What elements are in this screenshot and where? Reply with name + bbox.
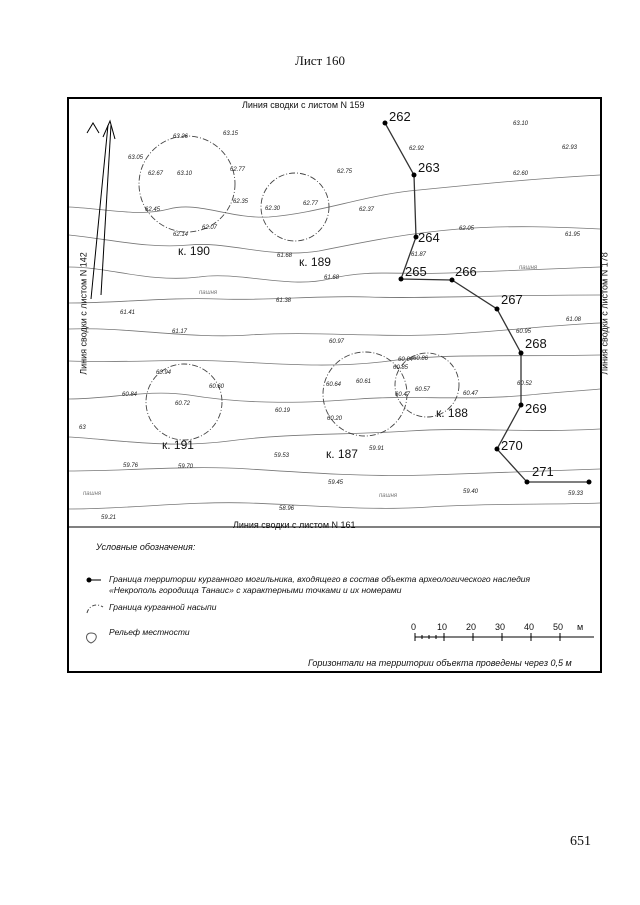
top-edge-label: Линия сводки с листом N 159 bbox=[242, 100, 365, 110]
sheet-title: Лист 160 bbox=[295, 53, 345, 68]
point-264-label: 264 bbox=[418, 230, 440, 245]
point-265-label: 265 bbox=[405, 264, 427, 279]
map-frame bbox=[67, 97, 610, 673]
elevation-mark: 60.52 bbox=[517, 381, 533, 387]
elevation-mark: 60.20 bbox=[327, 416, 343, 422]
elevation-mark: 63.15 bbox=[223, 131, 239, 137]
legend-boundary-text: Граница территории курганного могильника, входящего в состав объекта археологического наследия «Некрополь городища Танаис» с характерными точками и их номерами bbox=[109, 574, 531, 595]
elevation-mark: 62.07 bbox=[202, 225, 218, 231]
boundary-point-263 bbox=[412, 173, 417, 178]
elevation-mark: 62.14 bbox=[173, 232, 189, 238]
boundary-point-272 bbox=[587, 480, 592, 485]
elevation-mark: 63.10 bbox=[177, 171, 193, 177]
legend-title: Условные обозначения: bbox=[96, 542, 196, 552]
elevation-mark: 63 bbox=[79, 425, 86, 431]
scale-bar bbox=[415, 633, 594, 641]
elevation-mark: 61.68 bbox=[277, 253, 293, 259]
kurgan-191-label: к. 191 bbox=[162, 438, 194, 452]
scale-tick-label: 20 bbox=[466, 622, 477, 632]
right-edge-label: Линия сводки с листом N 178 bbox=[599, 252, 610, 375]
elevation-mark: 59.70 bbox=[178, 464, 194, 470]
elevation-mark: 62.30 bbox=[265, 206, 281, 212]
elevation-mark: 62.93 bbox=[562, 145, 578, 151]
contour-interval-note: Горизонтали на территории объекта проведены через 0,5 м bbox=[308, 658, 572, 668]
elevation-mark: 60.64 bbox=[326, 382, 342, 388]
elevation-mark: 61.08 bbox=[566, 317, 582, 323]
legend-symbols bbox=[87, 578, 104, 644]
scale-tick-label: 40 bbox=[524, 622, 535, 632]
field-label: пашня bbox=[519, 265, 538, 271]
elevation-mark: 62.37 bbox=[359, 207, 375, 213]
elevation-mark: 60.94 bbox=[156, 370, 172, 376]
elevation-mark: 60.86 bbox=[413, 356, 429, 362]
elevation-mark: 60.60 bbox=[209, 384, 225, 390]
elevation-mark: 59.53 bbox=[274, 453, 290, 459]
contour-line bbox=[69, 389, 600, 402]
elevation-mark: 60.84 bbox=[398, 357, 414, 363]
contour-line bbox=[69, 503, 600, 509]
scale-unit-label: м bbox=[577, 622, 584, 632]
elevation-mark: 63.05 bbox=[128, 155, 144, 161]
page-number: 651 bbox=[570, 834, 591, 849]
elevation-mark: 58.96 bbox=[279, 506, 295, 512]
scale-tick-label: 50 bbox=[553, 622, 564, 632]
elevation-mark: 61.41 bbox=[120, 310, 136, 316]
boundary-point-265 bbox=[399, 277, 404, 282]
kurgan-190-label: к. 190 bbox=[178, 244, 210, 258]
elevation-mark: 63.10 bbox=[513, 121, 529, 127]
boundary-point-269 bbox=[519, 403, 524, 408]
field-label: пашня bbox=[83, 491, 102, 497]
elevation-mark: 62.60 bbox=[513, 171, 529, 177]
point-263-label: 263 bbox=[418, 160, 440, 175]
elevation-mark: 62.77 bbox=[230, 167, 246, 173]
elevation-mark: 61.17 bbox=[172, 329, 188, 335]
contour-line bbox=[69, 355, 600, 365]
elevation-mark: 61.68 bbox=[324, 275, 340, 281]
elevation-mark: 60.57 bbox=[415, 387, 431, 393]
elevation-mark: 59.76 bbox=[123, 463, 139, 469]
point-271-label: 271 bbox=[532, 464, 554, 479]
elevation-mark: 62.67 bbox=[148, 171, 164, 177]
point-266-label: 266 bbox=[455, 264, 477, 279]
point-268-label: 268 bbox=[525, 336, 547, 351]
elevation-mark: 62.35 bbox=[233, 199, 249, 205]
boundary-point-271 bbox=[525, 480, 530, 485]
elevation-mark: 60.95 bbox=[516, 329, 532, 335]
elevation-mark: 61.38 bbox=[276, 298, 292, 304]
elevation-mark: 62.77 bbox=[303, 201, 319, 207]
elevation-mark: 63.26 bbox=[173, 134, 189, 140]
elevation-mark: 59.21 bbox=[101, 515, 117, 521]
point-267-label: 267 bbox=[501, 292, 523, 307]
elevation-mark: 60.97 bbox=[329, 339, 345, 345]
elevation-mark: 60.47 bbox=[395, 392, 411, 398]
field-label: пашня bbox=[379, 493, 398, 499]
scale-tick-label: 0 bbox=[411, 622, 417, 632]
elevation-mark: 60.72 bbox=[175, 401, 191, 407]
kurgan-188-label: к. 188 bbox=[436, 406, 468, 420]
elevation-mark: 62.75 bbox=[337, 169, 353, 175]
boundary-point-267 bbox=[495, 307, 500, 312]
elevation-mark: 59.45 bbox=[328, 480, 344, 486]
elevation-mark: 60.61 bbox=[356, 379, 372, 385]
elevation-mark: 61.95 bbox=[565, 232, 581, 238]
elevation-mark: 59.33 bbox=[568, 491, 584, 497]
elevation-mark: 60.84 bbox=[122, 392, 138, 398]
elevation-mark: 62.45 bbox=[145, 207, 161, 213]
elevation-mark: 62.92 bbox=[409, 146, 425, 152]
legend-relief-text: Рельеф местности bbox=[109, 627, 190, 637]
boundary-point-266 bbox=[450, 278, 455, 283]
contour-line bbox=[69, 227, 600, 253]
boundary-point-262 bbox=[383, 121, 388, 126]
point-269-label: 269 bbox=[525, 401, 547, 416]
elevation-mark: 60.47 bbox=[463, 391, 479, 397]
boundary-point-270 bbox=[495, 447, 500, 452]
elevation-mark: 59.40 bbox=[463, 489, 479, 495]
scale-tick-label: 10 bbox=[437, 622, 448, 632]
scale-tick-label: 30 bbox=[495, 622, 506, 632]
field-label: пашня bbox=[199, 290, 218, 296]
left-edge-label: Линия сводки с листом N 142 bbox=[78, 252, 89, 375]
point-262-label: 262 bbox=[389, 109, 411, 124]
elevation-mark: 60.19 bbox=[275, 408, 291, 414]
elevation-mark: 60.85 bbox=[393, 365, 409, 371]
boundary-point-268 bbox=[519, 351, 524, 356]
kurgan-189-label: к. 189 bbox=[299, 255, 331, 269]
kurgan-187-label: к. 187 bbox=[326, 447, 358, 461]
elevation-mark: 61.87 bbox=[411, 252, 427, 258]
elevation-mark: 59.91 bbox=[369, 446, 385, 452]
legend-mound-text: Граница курганной насыпи bbox=[109, 602, 217, 612]
mound-boundary-190 bbox=[139, 136, 235, 232]
bottom-edge-label: Линия сводки с листом N 161 bbox=[233, 520, 356, 530]
elevation-mark: 62.05 bbox=[459, 226, 475, 232]
point-270-label: 270 bbox=[501, 438, 523, 453]
